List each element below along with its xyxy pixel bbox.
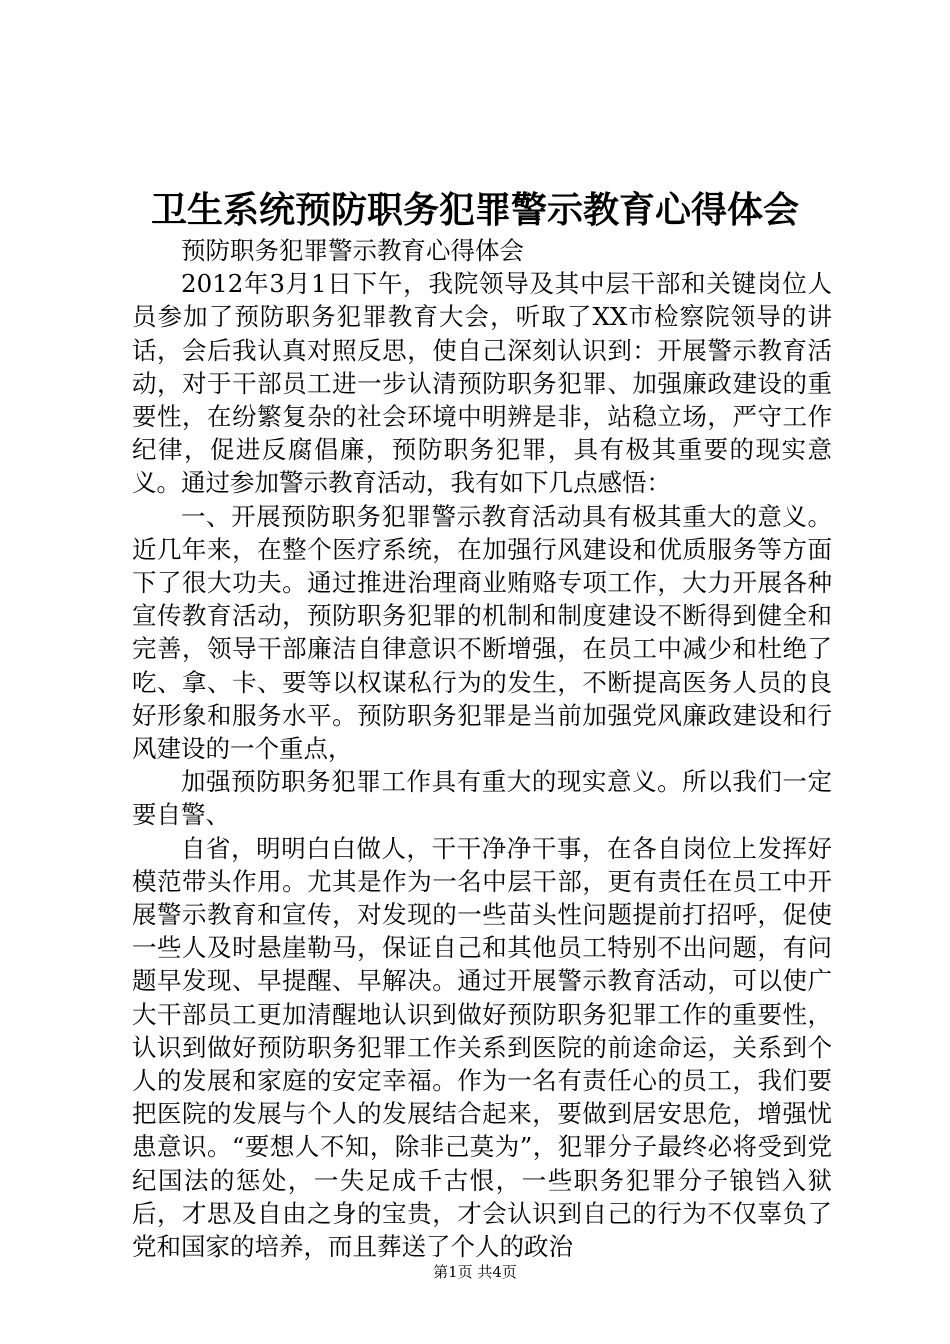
paragraph: 一、开展预防职务犯罪警示教育活动具有极其重大的意义。近几年来，在整个医疗系统，在加强行风建设和优质服务等方面下了很大功夫。通过推进治理商业贿赂专项工作，大力开展各种宣传教育活动，预防职务犯罪的机制和制度建设不断得到健全和完善，领导干部廉洁自律意识不断增强，在员工中减少和杜绝了吃、拿、卡、要等以权谋私行为的发生，不断提高医务人员的良好形象和服务水平。预防职务犯罪是当前加强党风廉政建设和行风建设的一个重点， [132,501,832,764]
paragraph: 2012年3月1日下午，我院领导及其中层干部和关键岗位人员参加了预防职务犯罪教育大会，听取了XX市检察院领导的讲话，会后我认真对照反思，使自己深刻认识到：开展警示教育活动，对于干部员工进一步认清预防职务犯罪、加强廉政建设的重要性，在纷繁复杂的社会环境中明辨是非，站稳立场，严守工作纪律，促进反腐倡廉，预防职务犯罪，具有极其重要的现实意义。通过参加警示教育活动，我有如下几点感悟： [132,269,832,498]
document-title: 卫生系统预防职务犯罪警示教育心得体会 [150,189,799,231]
page-number-footer: 第1页 共4页 [433,1263,517,1281]
document-body [132,234,832,1263]
paragraph: 自省，明明白白做人，干干净净干事，在各自岗位上发挥好模范带头作用。尤其是作为一名中层干部，更有责任在员工中开展警示教育和宣传，对发现的一些苗头性问题提前打招呼，促使一些人及时悬崖勒马，保证自己和其他员工特别不出问题，有问题早发现、早提醒、早解决。通过开展警示教育活动，可以使广大干部员工更加清醒地认识到做好预防职务犯罪工作的重要性，认识到做好预防职务犯罪工作关系到医院的前途命运，关系到个人的发展和家庭的安定幸福。作为一名有责任心的员工，我们要把医院的发展与个人的发展结合起来，要做到居安思危，增强忧患意识。“要想人不知，除非己莫为”，犯罪分子最终必将受到党纪国法的惩处，一失足成千古恨，一些职务犯罪分子锒铛入狱后，才思及自由之身的宝贵，才会认识到自己的行为不仅辜负了党和国家的培养，而且葬送了个人的政治 [132,833,832,1262]
paragraph: 加强预防职务犯罪工作具有重大的现实意义。所以我们一定要自警、 [132,767,832,830]
paragraph: 预防职务犯罪警示教育心得体会 [181,236,524,265]
